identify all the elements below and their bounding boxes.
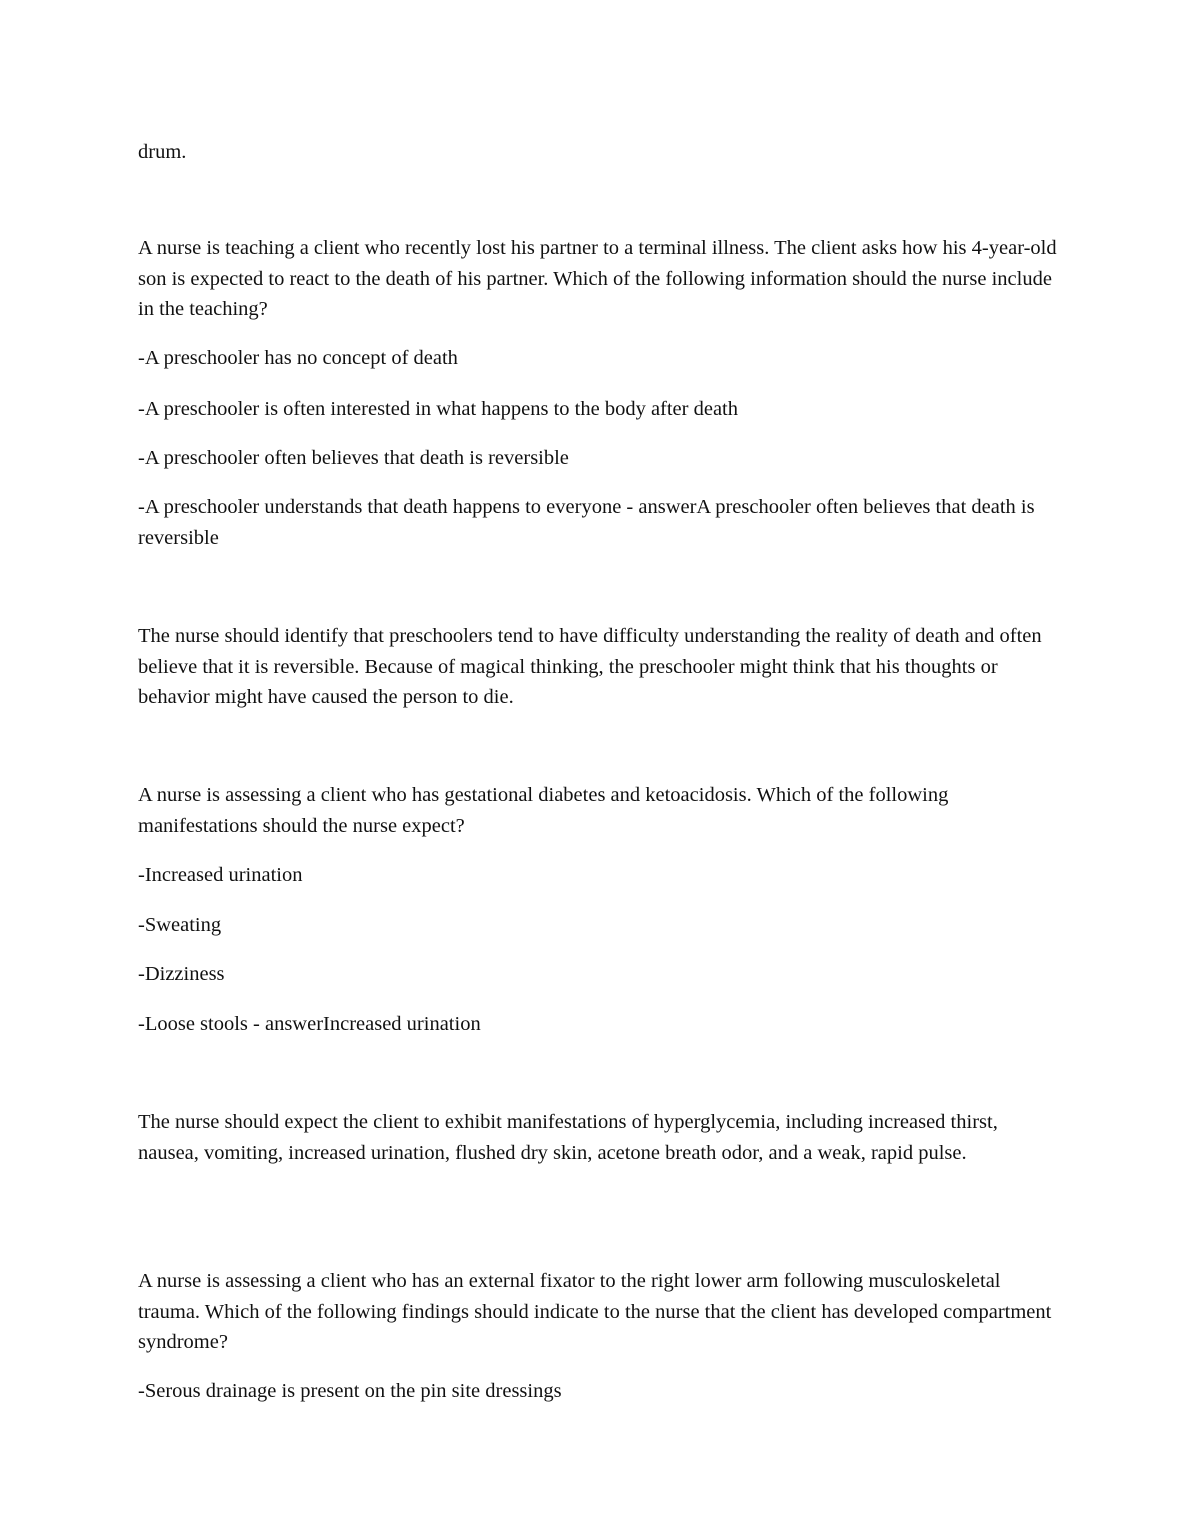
explanation-1: The nurse should identify that preschoolers tend to have difficulty understanding the reality of death and often believe that it is reversible. Because of magical thinking, the preschooler might think that his thoughts or behavior might have caused the person to die.	[138, 625, 1042, 709]
option-3a: -Serous drainage is present on the pin site dressings	[138, 1380, 562, 1402]
option-1a: -A preschooler has no concept of death	[138, 347, 458, 369]
option-2a: -Increased urination	[138, 864, 303, 886]
option-2b: -Sweating	[138, 914, 222, 936]
question-3: A nurse is assessing a client who has an external fixator to the right lower arm following musculoskeletal trauma. Which of the following findings should indicate to the nurse that the client has developed compartment syndrome?	[138, 1270, 1052, 1354]
option-2d-answer: -Loose stools - answerIncreased urination	[138, 1013, 481, 1035]
option-2c: -Dizziness	[138, 963, 225, 985]
question-1: A nurse is teaching a client who recently lost his partner to a terminal illness. The client asks how his 4-year-old son is expected to react to the death of his partner. Which of the following information should the nurse include in the teaching?	[138, 237, 1057, 321]
option-1d-answer: -A preschooler understands that death happens to everyone - answerA preschooler often believes that death is reversible	[138, 496, 1035, 549]
explanation-2: The nurse should expect the client to exhibit manifestations of hyperglycemia, including increased thirst, nausea, vomiting, increased urination, flushed dry skin, acetone breath odor, and a weak, rapid pulse.	[138, 1111, 998, 1164]
question-2: A nurse is assessing a client who has gestational diabetes and ketoacidosis. Which of the following manifestations should the nurse expect?	[138, 784, 949, 837]
option-1c: -A preschooler often believes that death is reversible	[138, 447, 569, 469]
paragraph-continuation: drum.	[138, 141, 187, 163]
option-1b: -A preschooler is often interested in what happens to the body after death	[138, 398, 739, 420]
